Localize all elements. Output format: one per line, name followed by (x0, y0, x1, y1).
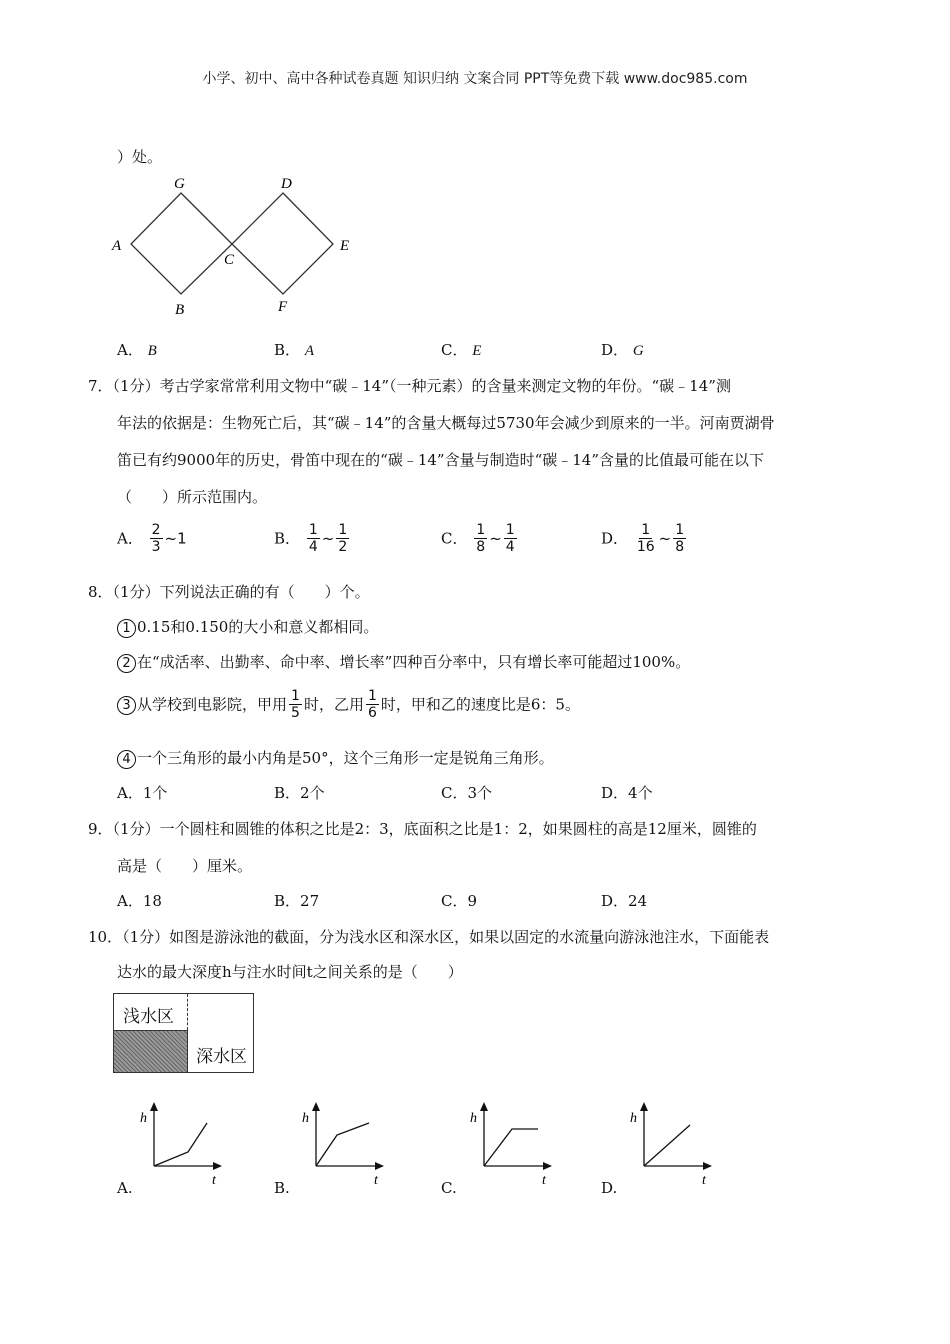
q7-option-a[interactable]: A． $\frac{2}{3}$ ~1 (117, 522, 187, 555)
graph-c-h: h (470, 1111, 477, 1126)
graph-b-t: t (374, 1173, 378, 1188)
graph-b-h: h (302, 1111, 309, 1126)
graph-c-t: t (542, 1173, 546, 1188)
q8-option-a[interactable]: A．1个 (117, 784, 168, 802)
q7-option-c[interactable]: C． $\frac{1}{8}$ ~ $\frac{1}{4}$ (441, 522, 515, 555)
q7-stem-line-1: 7．（1分）考古学家常常利用文物中“碳﹣14”（一种元素）的含量来测定文物的年份。“碳﹣14”测 (88, 377, 731, 395)
q10-graph-b[interactable] (300, 1100, 390, 1190)
graph-a-line (154, 1123, 207, 1166)
q10-option-c[interactable]: C. (441, 1179, 457, 1197)
q10-option-b[interactable]: B. (274, 1179, 290, 1197)
graph-d-h: h (630, 1111, 637, 1126)
q8-option-d[interactable]: D．4个 (601, 784, 653, 802)
q7-stem-line-3: 笛已有约9000年的历史，骨笛中现在的“碳﹣14”含量与制造时“碳﹣14”含量的比值最可能在以下 (117, 451, 765, 469)
left-square (131, 193, 232, 294)
q6-squares-figure (100, 170, 370, 320)
q10-stem-line-1: 10．（1分）如图是游泳池的截面，分为浅水区和深水区，如果以固定的水流量向游泳池注水，下面能表 (88, 928, 770, 946)
q8-statement-3: 3 从学校到电影院，甲用 $\frac{1}{5}$ 时，乙用 $\frac{1}{6}$ 时，甲和乙的速度比是6：5。 (117, 688, 580, 721)
q6-option-c[interactable]: C． E (441, 341, 482, 359)
q8-option-c[interactable]: C．3个 (441, 784, 493, 802)
label-F: F (278, 299, 288, 315)
q9-option-c[interactable]: C．9 (441, 892, 478, 910)
graph-d-line (644, 1125, 690, 1166)
q6-option-a[interactable]: A． B (117, 341, 157, 359)
q10-stem-line-2: 达水的最大深度h与注水时间t之间关系的是（ ） (117, 963, 463, 981)
page-header: 小学、初中、高中各种试卷真题 知识归纳 文案合同 PPT等免费下载 www.doc985.com (202, 71, 748, 87)
label-C: C (224, 252, 235, 268)
q9-option-b[interactable]: B．27 (274, 892, 320, 910)
graph-d-t: t (702, 1173, 706, 1188)
q8-option-b[interactable]: B．2个 (274, 784, 325, 802)
label-G: G (174, 176, 185, 192)
q8-statement-2: 2 在“成活率、出勤率、命中率、增长率”四种百分率中，只有增长率可能超过100%。 (117, 652, 690, 673)
label-E: E (340, 238, 350, 254)
q9-stem-line-1: 9．（1分）一个圆柱和圆锥的体积之比是2：3，底面积之比是1：2，如果圆柱的高是12厘米，圆锥的 (88, 820, 757, 838)
graph-b-line (316, 1123, 369, 1166)
q10-option-a[interactable]: A. (117, 1179, 133, 1197)
q7-option-b[interactable]: B． $\frac{1}{4}$ ~ $\frac{1}{2}$ (274, 522, 348, 555)
q9-option-d[interactable]: D．24 (601, 892, 648, 910)
label-B: B (175, 302, 185, 318)
q7-stem-line-4: （ ）所示范围内。 (117, 488, 268, 506)
q6-continuation: ）处。 (117, 148, 163, 166)
q6-option-d[interactable]: D． G (601, 341, 644, 359)
q8-stem: 8．（1分）下列说法正确的有（ ）个。 (88, 583, 370, 601)
pool-cross-section (113, 993, 254, 1073)
label-D: D (281, 176, 292, 192)
pool-floor-step (114, 1030, 188, 1072)
q9-stem-line-2: 高是（ ）厘米。 (117, 857, 253, 875)
graph-a-h: h (140, 1111, 147, 1126)
right-square (232, 193, 333, 294)
graph-c-line (484, 1129, 538, 1166)
graph-a-t: t (212, 1173, 216, 1188)
q8-statement-1: 1 0.15和0.150的大小和意义都相同。 (117, 617, 378, 638)
label-A: A (112, 238, 122, 254)
q10-graph-a[interactable] (138, 1100, 228, 1190)
q7-option-d[interactable]: D． $\frac{1}{16}$ ~ $\frac{1}{8}$ (601, 522, 685, 555)
deep-zone-label: 深水区 (196, 1047, 247, 1067)
q10-option-d[interactable]: D. (601, 1179, 618, 1197)
q8-statement-4: 4 一个三角形的最小内角是50°，这个三角形一定是锐角三角形。 (117, 748, 554, 769)
q10-graph-c[interactable] (468, 1100, 558, 1190)
q7-stem-line-2: 年法的依据是：生物死亡后，其“碳﹣14”的含量大概每过5730年会减少到原来的一半。河南贾湖骨 (117, 414, 775, 432)
shallow-zone-label: 浅水区 (123, 1007, 174, 1027)
q10-graph-d[interactable] (628, 1100, 718, 1190)
q6-option-b[interactable]: B． A (274, 341, 314, 359)
q9-option-a[interactable]: A．18 (117, 892, 162, 910)
